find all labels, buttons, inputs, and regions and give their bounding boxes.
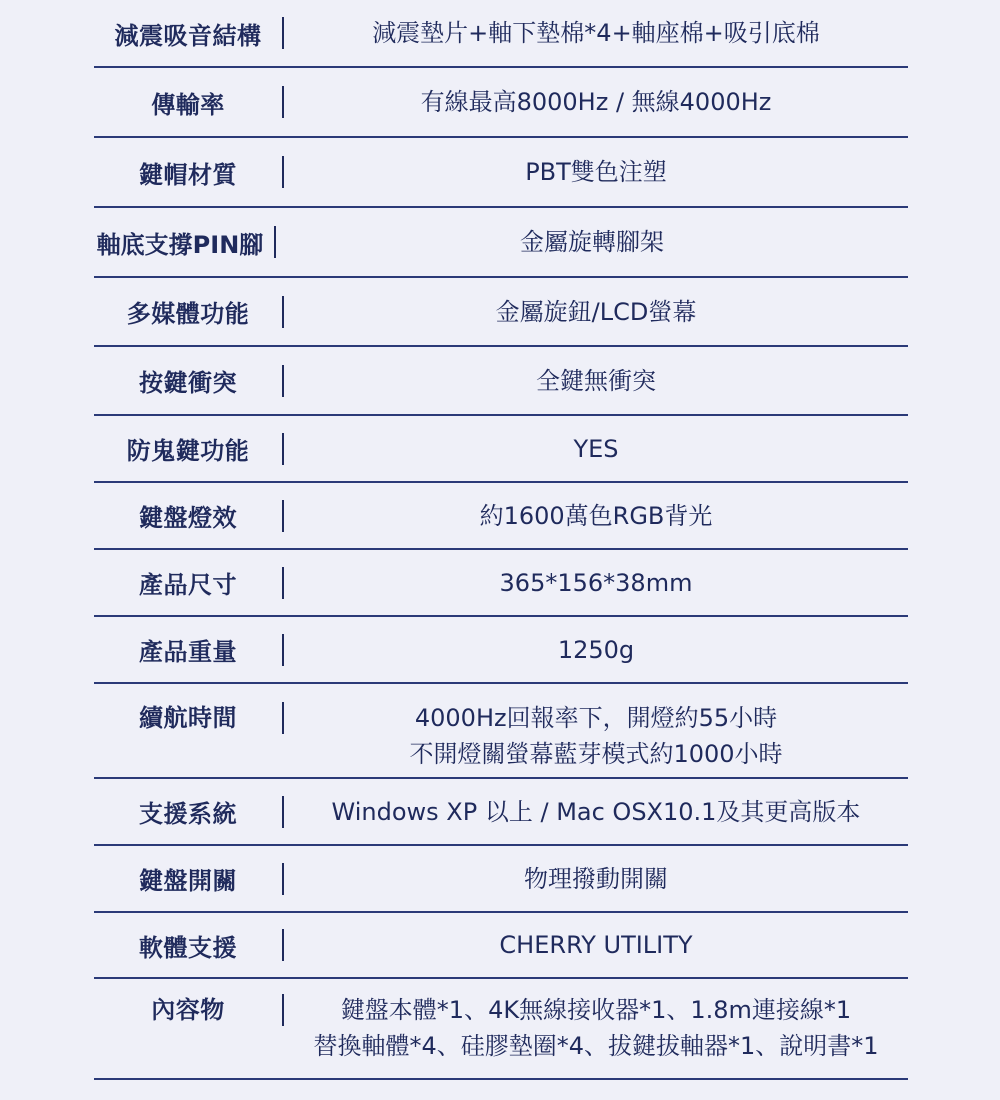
spec-table	[94, 0, 908, 1080]
spec-label: 軟體支援	[139, 933, 237, 962]
spec-value	[284, 565, 908, 601]
spec-value	[284, 498, 908, 534]
spec-value-line: 約1600萬色RGB背光	[479, 501, 713, 530]
spec-value	[284, 794, 908, 830]
spec-label: 按鍵衝突	[139, 369, 237, 397]
spec-row-lighting	[94, 483, 908, 550]
spec-row-dimensions	[94, 550, 908, 617]
spec-value-line: 1250g	[557, 635, 635, 664]
spec-value-line: 替換軸體*4、硅膠墊圈*4、拔鍵拔軸器*1、說明書*1	[313, 1032, 879, 1060]
spec-value-line: 有線最高8000Hz / 無線4000Hz	[420, 88, 772, 116]
spec-label: 鍵帽材質	[139, 160, 237, 189]
spec-value-line: 鍵盤本體*1、4K無線接收器*1、1.8m連接線*1	[340, 996, 852, 1024]
spec-value	[284, 927, 908, 963]
spec-value	[284, 363, 908, 399]
spec-value-line: 全鍵無衝突	[536, 366, 656, 395]
spec-value-line: 不開燈關螢幕藍芽模式約1000小時	[409, 740, 783, 768]
spec-value-line: CHERRY UTILITY	[499, 931, 693, 959]
spec-value	[284, 861, 908, 897]
spec-row-anti-ghosting	[94, 416, 908, 483]
spec-value-line: 金屬旋轉腳架	[520, 228, 664, 256]
spec-label: 支援系統	[139, 800, 237, 828]
spec-value	[284, 992, 908, 1064]
spec-row-weight	[94, 617, 908, 684]
spec-value-line: PBT雙色注塑	[525, 158, 667, 186]
spec-row-damping	[94, 0, 908, 68]
spec-value	[284, 294, 908, 330]
spec-value-line: YES	[573, 434, 619, 463]
spec-value	[284, 15, 908, 51]
spec-label: 軸底支撐PIN腳	[96, 230, 264, 259]
spec-value	[284, 431, 908, 467]
spec-row-battery-life	[94, 684, 908, 779]
spec-label: 防鬼鍵功能	[126, 437, 250, 465]
spec-row-os-support	[94, 779, 908, 846]
spec-value-line: 減震墊片+軸下墊棉*4+軸座棉+吸引底棉	[372, 19, 820, 47]
spec-value	[284, 84, 908, 120]
spec-label: 鍵盤開關	[139, 867, 237, 895]
spec-label: 產品重量	[139, 638, 237, 666]
spec-row-key-rollover	[94, 347, 908, 416]
spec-value	[276, 224, 908, 260]
spec-label: 產品尺寸	[139, 571, 237, 599]
spec-row-package-contents	[94, 979, 908, 1080]
spec-row-software	[94, 913, 908, 979]
spec-row-keycap-material	[94, 138, 908, 208]
spec-value-line: 金屬旋鈕/LCD螢幕	[495, 297, 697, 326]
spec-row-polling-rate	[94, 68, 908, 138]
spec-value	[284, 632, 908, 668]
spec-row-multimedia	[94, 278, 908, 347]
spec-value-line: Windows XP 以上 / Mac OSX10.1及其更高版本	[331, 797, 861, 826]
spec-label: 減震吸音結構	[114, 21, 262, 50]
spec-value	[284, 700, 908, 772]
spec-value-line: 365*156*38mm	[499, 568, 693, 597]
spec-row-switch-pin	[94, 208, 908, 278]
spec-label: 續航時間	[139, 704, 237, 732]
spec-label: 多媒體功能	[126, 300, 250, 328]
spec-label: 傳輸率	[151, 90, 225, 119]
spec-label: 鍵盤燈效	[139, 504, 237, 532]
spec-value-line: 4000Hz回報率下，開燈約55小時	[414, 704, 778, 732]
spec-value	[284, 154, 908, 190]
spec-label: 內容物	[151, 996, 225, 1024]
spec-value-line: 物理撥動開關	[524, 864, 668, 893]
spec-row-power-switch	[94, 846, 908, 913]
